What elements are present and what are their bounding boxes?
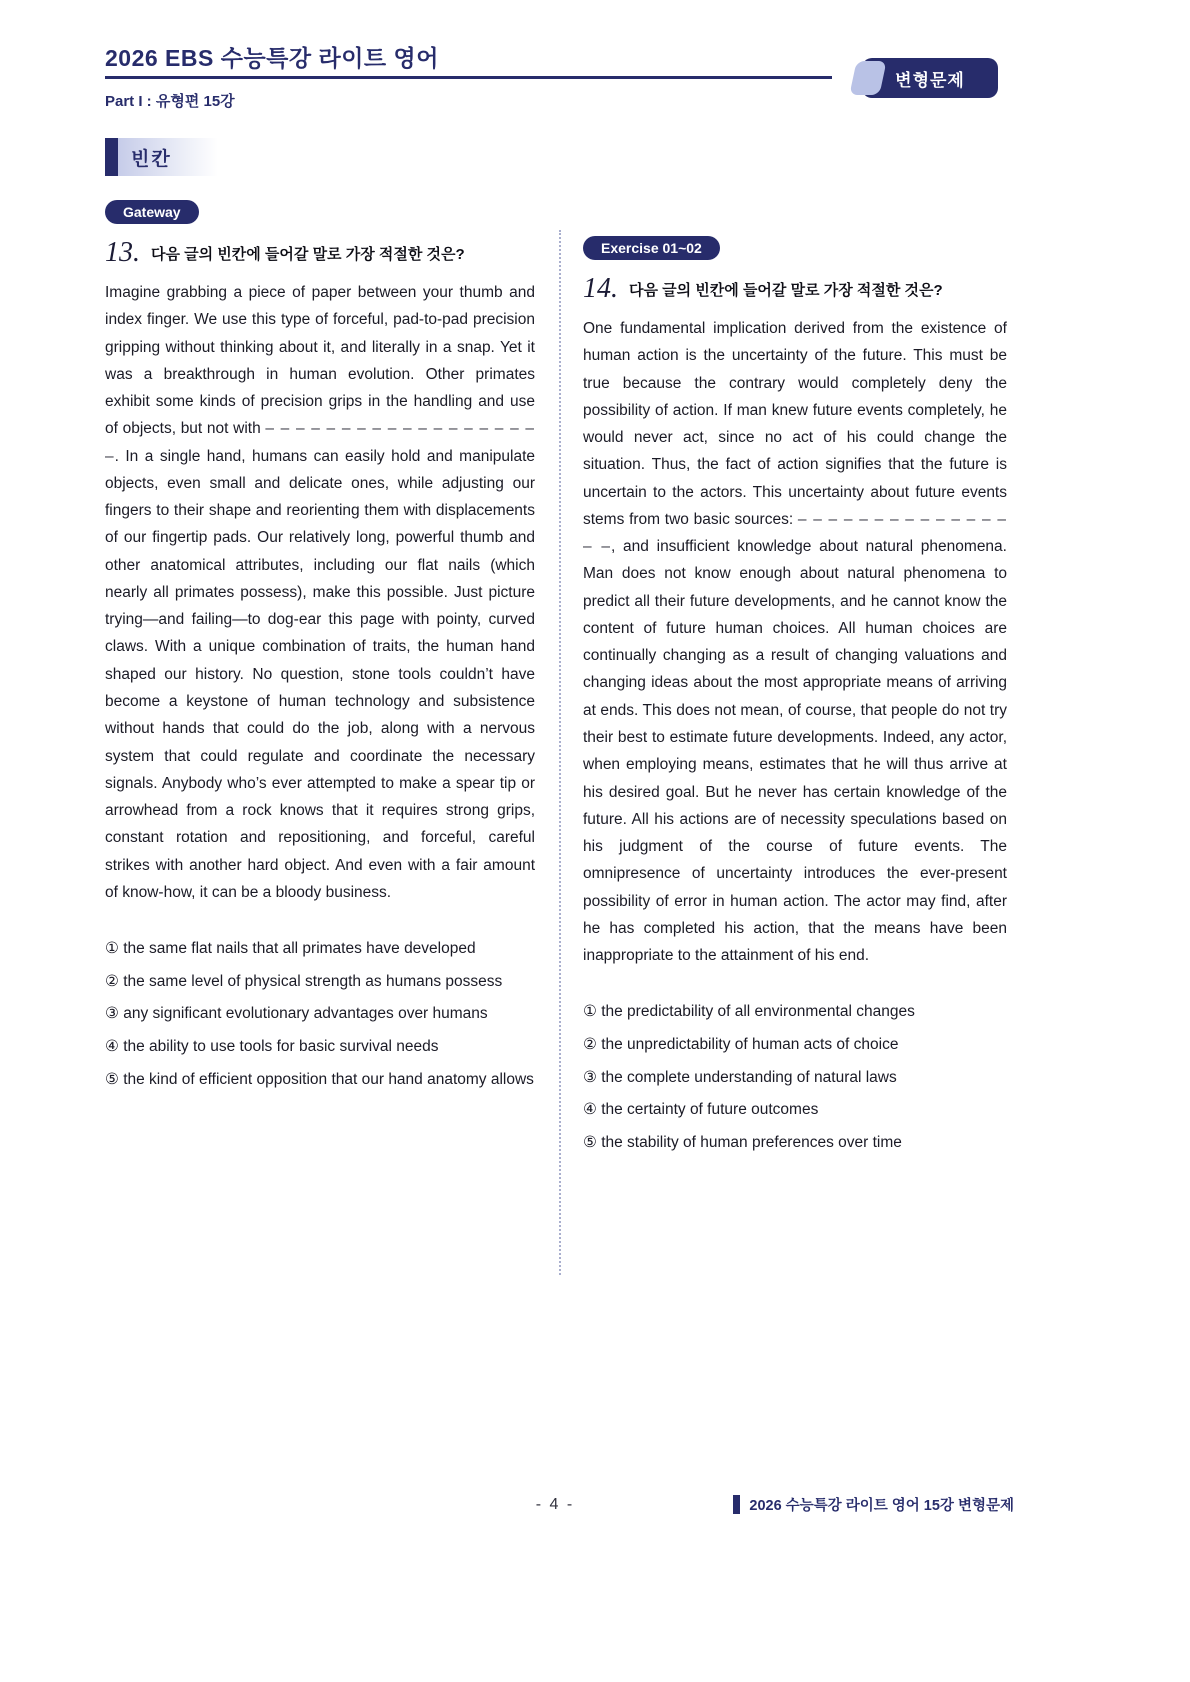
column-divider — [559, 230, 561, 1275]
choice-13-2: ② the same level of physical strength as humans possess — [105, 972, 503, 990]
part-label: Part I : 유형편 15강 — [105, 93, 235, 110]
title-underline — [105, 76, 832, 79]
choice-13-5: ⑤ the kind of efficient opposition that our hand anatomy allows — [105, 1070, 534, 1088]
question-13-number: 13. — [105, 237, 140, 268]
passage-14-blank: – – – – – – – – – – – – – – – – — [583, 510, 1007, 556]
choice-13-3: ③ any significant evolutionary advantages over humans — [105, 1005, 488, 1023]
footer-bar-icon — [733, 1495, 740, 1514]
section-marker-block — [105, 138, 118, 176]
variant-problem-badge: 변형문제 — [862, 58, 998, 98]
choice-14-2: ② the unpredictability of human acts of choice — [583, 1036, 899, 1054]
question-14-header — [583, 275, 1007, 303]
choice-13-4: ④ the ability to use tools for basic survival needs — [105, 1038, 439, 1056]
choice-13-1: ① the same flat nails that all primates have developed — [105, 940, 476, 958]
question-13-prompt: 다음 글의 빈칸에 들어갈 말로 가장 적절한 것은? — [151, 246, 465, 263]
choice-14-5: ⑤ the stability of human preferences over time — [583, 1134, 902, 1151]
gateway-badge: Gateway — [105, 200, 199, 224]
footer-credit-text: 2026 수능특강 라이트 영어 15강 변형문제 — [749, 1498, 1014, 1514]
question-14-prompt: 다음 글의 빈칸에 들어갈 말로 가장 적절한 것은? — [629, 282, 943, 299]
question-14-choices — [583, 999, 1007, 1156]
choice-14-1: ① the predictability of all environmental changes — [583, 1003, 915, 1021]
passage-14-before-blank: One fundamental implication derived from the existence of human action is the uncertainty of the future. This must be true because the contrary would completely deny the possibility of action. If man knew future events completely, he would never act, since no act of his could change the situation. Thus, the fact of action signifies that the future is uncertain to the actors. This uncertainty about future events stems from two basic sources: — [583, 320, 1007, 528]
question-13-passage — [105, 279, 535, 906]
question-14-column — [583, 200, 1007, 1163]
question-13-header — [105, 239, 535, 267]
choice-14-4: ④ the certainty of future outcomes — [583, 1101, 819, 1119]
content-columns — [105, 200, 1007, 1275]
passage-13-blank: – – – – – – – – – – – – – – – – – – – — [105, 420, 535, 465]
question-13-column — [105, 200, 535, 1099]
page-title: 2026 EBS 수능특강 라이트 영어 — [105, 45, 439, 71]
choice-14-3: ③ the complete understanding of natural laws — [583, 1068, 897, 1086]
passage-13-after-blank: . In a single hand, humans can easily hold and manipulate objects, even small and delicate ones, while adjusting our fingers to their shape and reorienting them with displacements of our fingertip pads. Our relatively long, powerful thumb and other anatomical attributes, including our flat nails (which nearly all primates possess), make this possible. Just picture trying—and failing—to dog-ear this page with pointy, curved claws. With a unique combination of traits, the human hand shaped our history. No question, stone tools couldn’t have become a keystone of human technology and subsistence without hands that could do the job, along with a nervous system that could regulate and coordinate the necessary signals. Anybody who’s ever attempted to make a spear tip or arrowhead from a rock knows that it requires strong grips, constant rotation and repositioning, and forceful, careful strikes with another hard object. And even with a fair amount of know-how, it can be a bloody business. — [105, 447, 535, 901]
exercise-badge: Exercise 01~02 — [583, 236, 720, 260]
section-title-background — [118, 138, 218, 176]
section-title: 빈칸 — [131, 148, 172, 170]
question-13-choices — [105, 936, 535, 1093]
question-14-number: 14. — [583, 273, 618, 304]
footer-credit — [733, 1494, 1014, 1515]
passage-13-before-blank: Imagine grabbing a piece of paper between your thumb and index finger. We use this type of forceful, pad-to-pad precision gripping without thinking about it, and literally in a snap. Yet it was a breakthrough in human evolution. Other primates exhibit some kinds of precision grips in the handling and use of objects, but not with — [105, 284, 535, 438]
question-14-passage — [583, 315, 1007, 969]
page-number: - 4 - — [535, 1496, 575, 1513]
passage-14-after-blank: , and insufficient knowledge about natural phenomena. Man does not know enough about natural phenomena to predict all their future developments, and he cannot know the content of future human choices. All human choices are continually changing as a result of changing valuations and changing ideas about the most appropriate means of arriving at ends. This does not mean, of course, that people do not try their best to estimate future developments. Indeed, any actor, when employing means, estimates that he will thus arrive at his desired goal. But he never has certain knowledge of the future. All his actions are of necessity speculations based on his judgment of the course of future events. The omnipresence of uncertainty introduces the ever-present possibility of error in human action. The actor may find, after he has completed his action, that the means have been inappropriate to the attainment of his end. — [583, 538, 1007, 965]
section-heading — [105, 138, 218, 176]
